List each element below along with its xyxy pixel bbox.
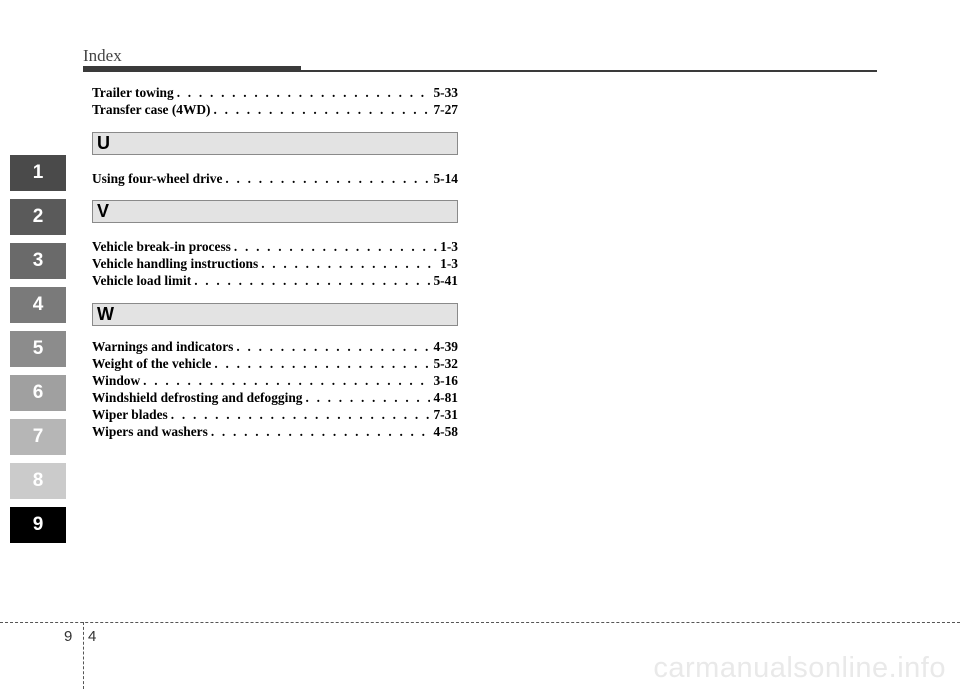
entry-page: 7-27 bbox=[433, 102, 458, 117]
entry-page: 5-32 bbox=[433, 356, 458, 371]
leader-dots bbox=[236, 338, 430, 355]
index-entry[interactable] bbox=[92, 238, 458, 255]
entry-page: 4-58 bbox=[433, 424, 458, 439]
index-entry[interactable] bbox=[92, 272, 458, 289]
section-letter: W bbox=[97, 304, 114, 324]
section-letter: U bbox=[97, 133, 110, 153]
index-entry[interactable] bbox=[92, 423, 458, 440]
entry-page: 3-16 bbox=[433, 373, 458, 388]
entry-page: 4-39 bbox=[433, 339, 458, 354]
chapter-tab-9-active[interactable]: 9 bbox=[10, 507, 66, 543]
chapter-tab-8[interactable]: 8 bbox=[10, 463, 66, 499]
index-section-v bbox=[92, 200, 458, 289]
entry-text: Vehicle handling instructions bbox=[92, 256, 259, 271]
entry-text: Windshield defrosting and defogging bbox=[92, 390, 303, 405]
entry-text: Wipers and washers bbox=[92, 424, 208, 439]
footer-chapter-number: 9 bbox=[64, 628, 73, 645]
entry-page: 4-81 bbox=[433, 390, 458, 405]
watermark: carmanualsonline.info bbox=[653, 652, 946, 684]
entry-page: 5-41 bbox=[433, 273, 458, 288]
index-entry[interactable] bbox=[92, 255, 458, 272]
entry-text: Vehicle load limit bbox=[92, 273, 192, 288]
chapter-tab-7[interactable]: 7 bbox=[10, 419, 66, 455]
entry-page: 5-33 bbox=[433, 85, 458, 100]
index-entry[interactable] bbox=[92, 101, 458, 118]
footer-rule bbox=[0, 622, 960, 623]
index-list bbox=[92, 84, 458, 440]
leader-dots bbox=[177, 84, 431, 101]
index-entry[interactable] bbox=[92, 389, 458, 406]
header-rule bbox=[83, 70, 877, 72]
entry-text: Trailer towing bbox=[92, 85, 174, 100]
footer-page-number: 4 bbox=[88, 628, 97, 645]
index-entry[interactable] bbox=[92, 372, 458, 389]
index-entry[interactable] bbox=[92, 170, 458, 187]
entry-page: 5-14 bbox=[433, 171, 458, 186]
leader-dots bbox=[234, 238, 437, 255]
entry-text: Warnings and indicators bbox=[92, 339, 234, 354]
leader-dots bbox=[214, 355, 430, 372]
entry-text: Using four-wheel drive bbox=[92, 171, 223, 186]
chapter-tab-2[interactable]: 2 bbox=[10, 199, 66, 235]
leader-dots bbox=[194, 272, 430, 289]
index-section-w bbox=[92, 303, 458, 440]
index-entry[interactable] bbox=[92, 84, 458, 101]
entry-page: 1-3 bbox=[440, 239, 458, 254]
leader-dots bbox=[171, 406, 431, 423]
entry-text: Weight of the vehicle bbox=[92, 356, 212, 371]
chapter-tab-6[interactable]: 6 bbox=[10, 375, 66, 411]
section-letter-bar bbox=[92, 132, 458, 155]
entry-page: 7-31 bbox=[433, 407, 458, 422]
chapter-tab-5[interactable]: 5 bbox=[10, 331, 66, 367]
chapter-tab-4[interactable]: 4 bbox=[10, 287, 66, 323]
entry-text: Window bbox=[92, 373, 141, 388]
entry-text: Vehicle break-in process bbox=[92, 239, 231, 254]
leader-dots bbox=[305, 389, 430, 406]
index-section-t bbox=[92, 84, 458, 118]
chapter-tab-1[interactable]: 1 bbox=[10, 155, 66, 191]
leader-dots bbox=[214, 101, 431, 118]
chapter-tabs bbox=[10, 155, 66, 551]
entry-text: Wiper blades bbox=[92, 407, 168, 422]
entry-text: Transfer case (4WD) bbox=[92, 102, 211, 117]
leader-dots bbox=[143, 372, 430, 389]
leader-dots bbox=[261, 255, 437, 272]
index-entry[interactable] bbox=[92, 406, 458, 423]
chapter-tab-3[interactable]: 3 bbox=[10, 243, 66, 279]
leader-dots bbox=[211, 423, 431, 440]
section-letter: V bbox=[97, 201, 110, 221]
index-entry[interactable] bbox=[92, 338, 458, 355]
footer-divider bbox=[83, 622, 84, 689]
page-title: Index bbox=[83, 46, 122, 65]
index-entry[interactable] bbox=[92, 355, 458, 372]
entry-page: 1-3 bbox=[440, 256, 458, 271]
section-letter-bar bbox=[92, 303, 458, 326]
leader-dots bbox=[225, 170, 430, 187]
index-section-u bbox=[92, 132, 458, 187]
section-letter-bar bbox=[92, 200, 458, 223]
